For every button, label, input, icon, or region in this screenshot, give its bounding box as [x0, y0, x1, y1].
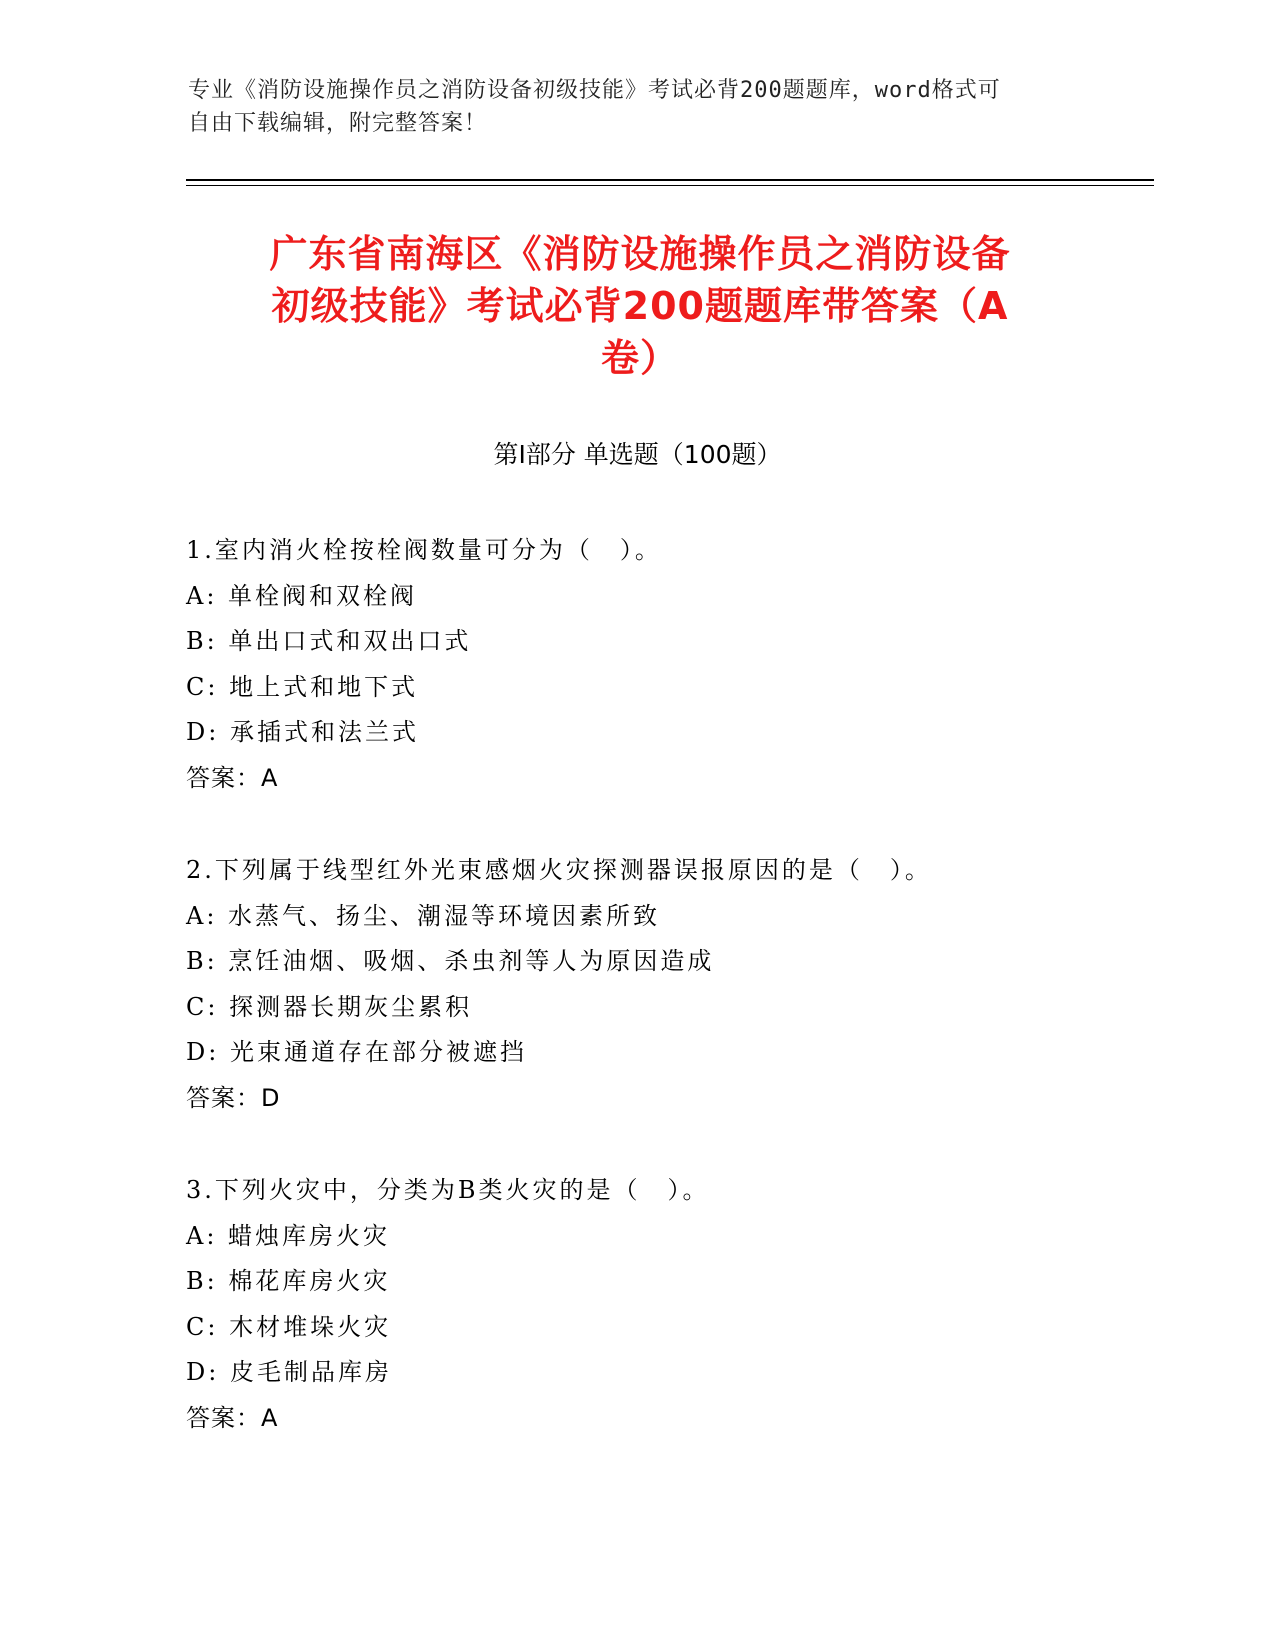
section-heading: 第Ⅰ部分 单选题（100题）: [493, 440, 782, 469]
header-note-line-1: 专业《消防设施操作员之消防设备初级技能》考试必背200题题库，word格式可: [188, 78, 1001, 103]
answer: 答案：D: [186, 1083, 281, 1112]
question-2: [186, 848, 1146, 1121]
question-3: [186, 1168, 1146, 1441]
question-1: [186, 528, 1146, 801]
question-stem: 3.下列火灾中，分类为B类火灾的是（ ）。: [186, 1176, 710, 1204]
title-line-1: 广东省南海区《消防设施操作员之消防设备: [269, 232, 1011, 276]
option-d: D: 光束通道存在部分被遮挡: [186, 1038, 527, 1066]
question-list: [186, 528, 1146, 1488]
option-b: B: 单出口式和双出口式: [186, 627, 472, 655]
option-a: A: 单栓阀和双栓阀: [186, 581, 418, 610]
option-d: D: 皮毛制品库房: [186, 1358, 392, 1386]
title-line-3: 卷）: [600, 336, 679, 380]
question-stem: 2.下列属于线型红外光束感烟火灾探测器误报原因的是（ ）。: [186, 856, 932, 884]
option-a: A: 水蒸气、扬尘、潮湿等环境因素所致: [186, 901, 661, 930]
option-b: B: 棉花库房火灾: [186, 1267, 391, 1295]
question-stem: 1.室内消火栓按栓阀数量可分为（ ）。: [186, 536, 662, 564]
option-c: C: 探测器长期灰尘累积: [186, 992, 473, 1021]
option-d: D: 承插式和法兰式: [186, 718, 419, 746]
option-c: C: 地上式和地下式: [186, 672, 419, 701]
option-c: C: 木材堆垛火灾: [186, 1312, 392, 1341]
answer: 答案：A: [186, 1403, 279, 1432]
header-divider-thin: [186, 185, 1154, 186]
option-b: B: 烹饪油烟、吸烟、杀虫剂等人为原因造成: [186, 947, 715, 975]
header-note-line-2: 自由下载编辑，附完整答案！: [188, 111, 488, 136]
answer: 答案：A: [186, 763, 279, 792]
header-note: [188, 74, 1088, 140]
title-line-2: 初级技能》考试必背200题题库带答案（A: [271, 284, 1009, 328]
header-divider-thick: [186, 179, 1154, 181]
document-title: [180, 228, 1100, 384]
option-a: A: 蜡烛库房火灾: [186, 1221, 391, 1250]
